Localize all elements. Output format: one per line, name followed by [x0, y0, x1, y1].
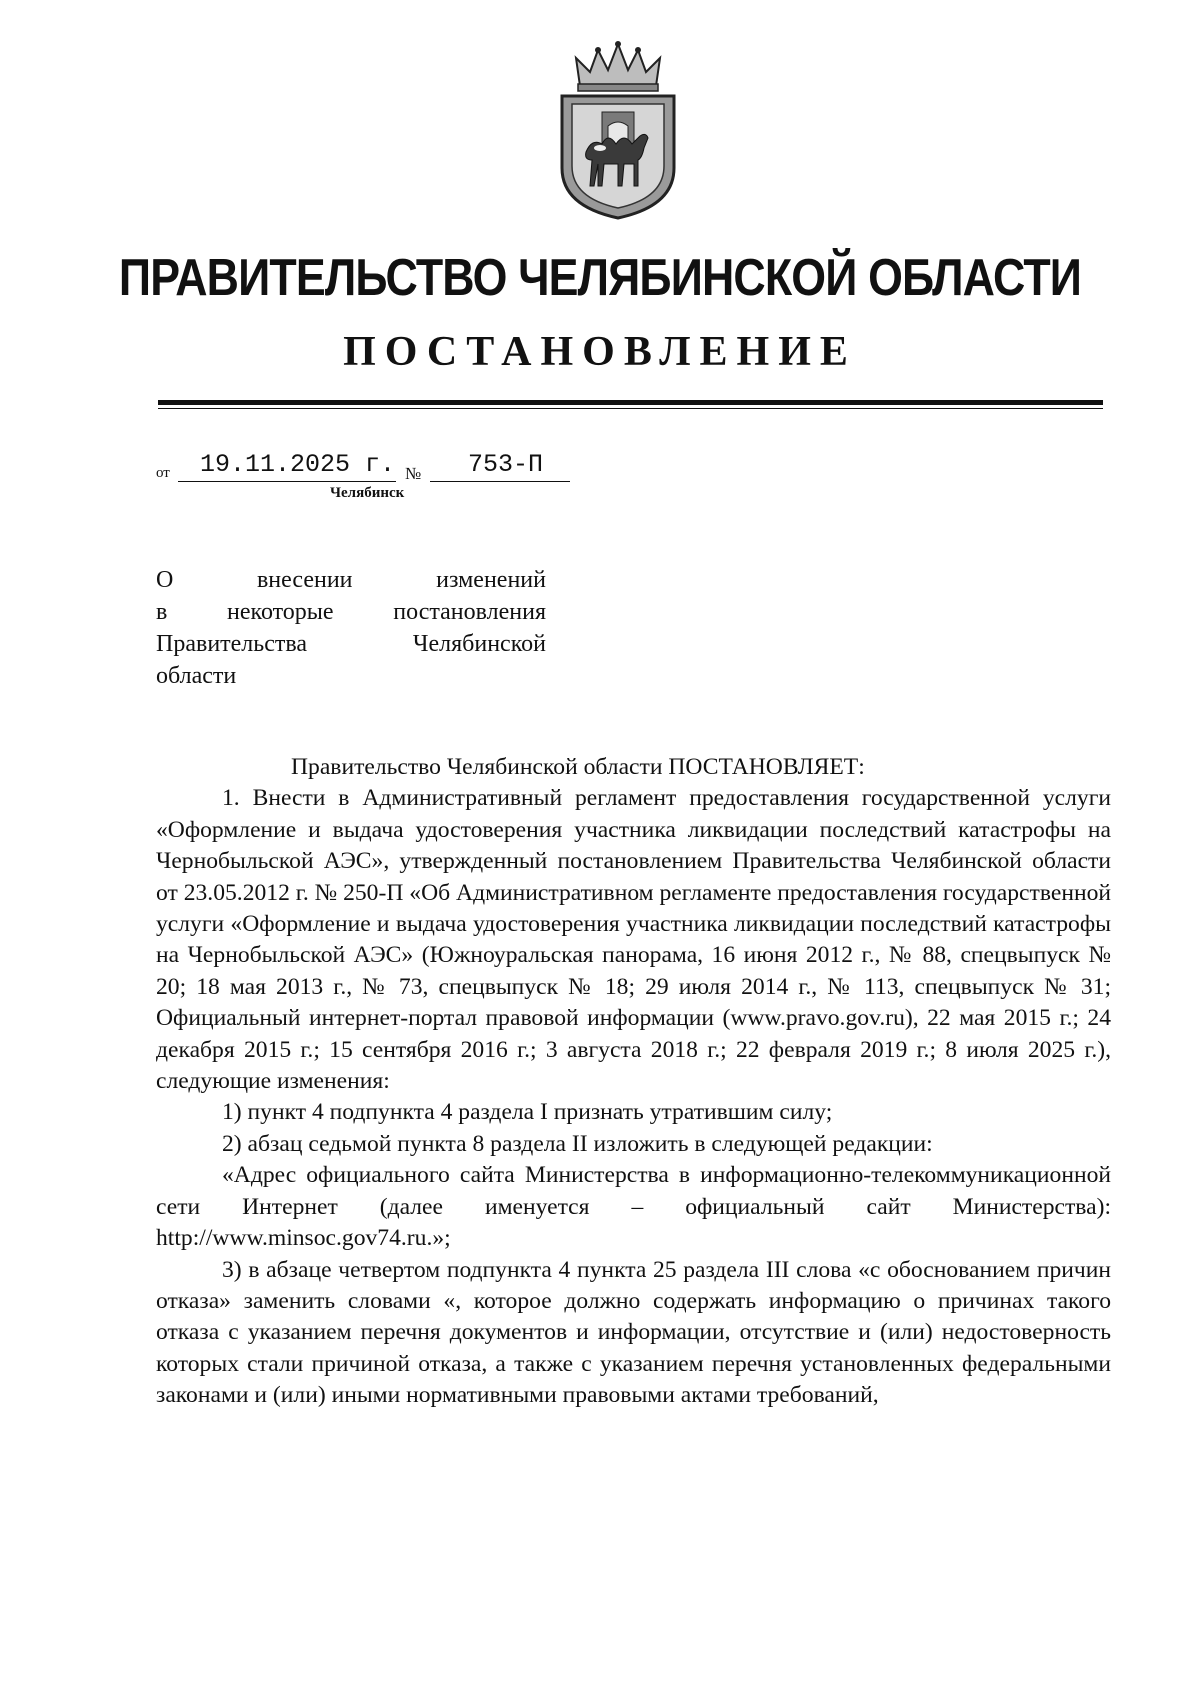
header-divider-thick — [158, 400, 1103, 405]
document-subject — [156, 564, 546, 692]
document-body — [156, 752, 1111, 1412]
date-underline — [178, 481, 396, 482]
subitem-3: 3) в абзаце четвертом подпункта 4 пункта 25 раздела III слова «с обоснованием причин отказа» заменить словами «, которое должно содержать информацию о причинах такого отказа с указанием перечня документов и информации, отсутствие и (или) недостоверность которых стали причиной отказа, а также с указанием перечня установленных федеральными законами и (или) иными нормативными правовыми актами требований, — [156, 1256, 1111, 1409]
government-title: ПРАВИТЕЛЬСТВО ЧЕЛЯБИНСКОЙ ОБЛАСТИ — [118, 249, 1082, 307]
number-underline — [430, 481, 570, 482]
date-prefix: от — [156, 465, 170, 481]
paragraph-item-1: 1. Внести в Административный регламент предоставления государственной услуги «Оформление и выдача удостоверения участника ликвидации последствий катастрофы на Чернобыльской АЭС», утвержденный постановлением Правительства Челябинской области от 23.05.2012 г. № 250-П «Об Административном регламенте предоставления государственной услуги «Оформление и выдача удостоверения участника ликвидации последствий катастрофы на Чернобыльской АЭС» (Южноуральская панорама, 16 июня 2012 г., № 88, спецвыпуск № 20; 18 мая 2013 г., № 73, спецвыпуск № 18; 29 июля 2014 г., № 113, спецвыпуск № 31; Официальный интернет-портал правовой информации (www.pravo.gov.ru), 22 мая 2015 г.; 24 декабря 2015 г.; 15 сентября 2016 г.; 3 августа 2018 г.; 22 февраля 2019 г.; 8 июля 2025 г.), следующие изменения: — [156, 785, 1111, 1095]
coat-of-arms-icon — [548, 40, 688, 220]
document-number: 753-П — [468, 450, 544, 479]
subject-line: области — [156, 663, 237, 689]
preamble: Правительство Челябинской области ПОСТАНОВЛЯЕТ: — [291, 754, 865, 780]
subject-line: О внесении изменений — [156, 567, 546, 593]
number-prefix: № — [405, 464, 422, 483]
subitem-2: 2) абзац седьмой пункта 8 раздела II изложить в следующей редакции: — [222, 1130, 933, 1157]
subitem-2-quote: «Адрес официального сайта Министерства в информационно-телекоммуникационной сети Интернет (далее именуется – официальный сайт Министерства): http://www.minsoc.gov74.ru.»; — [156, 1162, 1111, 1252]
subject-line: в некоторые постановления — [156, 599, 546, 625]
header-divider-thin — [158, 408, 1103, 409]
subject-line: Правительства Челябинской — [156, 631, 546, 657]
document-date: 19.11.2025 г. — [200, 450, 396, 479]
subitem-1: 1) пункт 4 подпункта 4 раздела I признать утратившим силу; — [222, 1099, 833, 1126]
document-city: Челябинск — [330, 485, 405, 501]
document-type-title: ПОСТАНОВЛЕНИЕ — [343, 329, 857, 375]
